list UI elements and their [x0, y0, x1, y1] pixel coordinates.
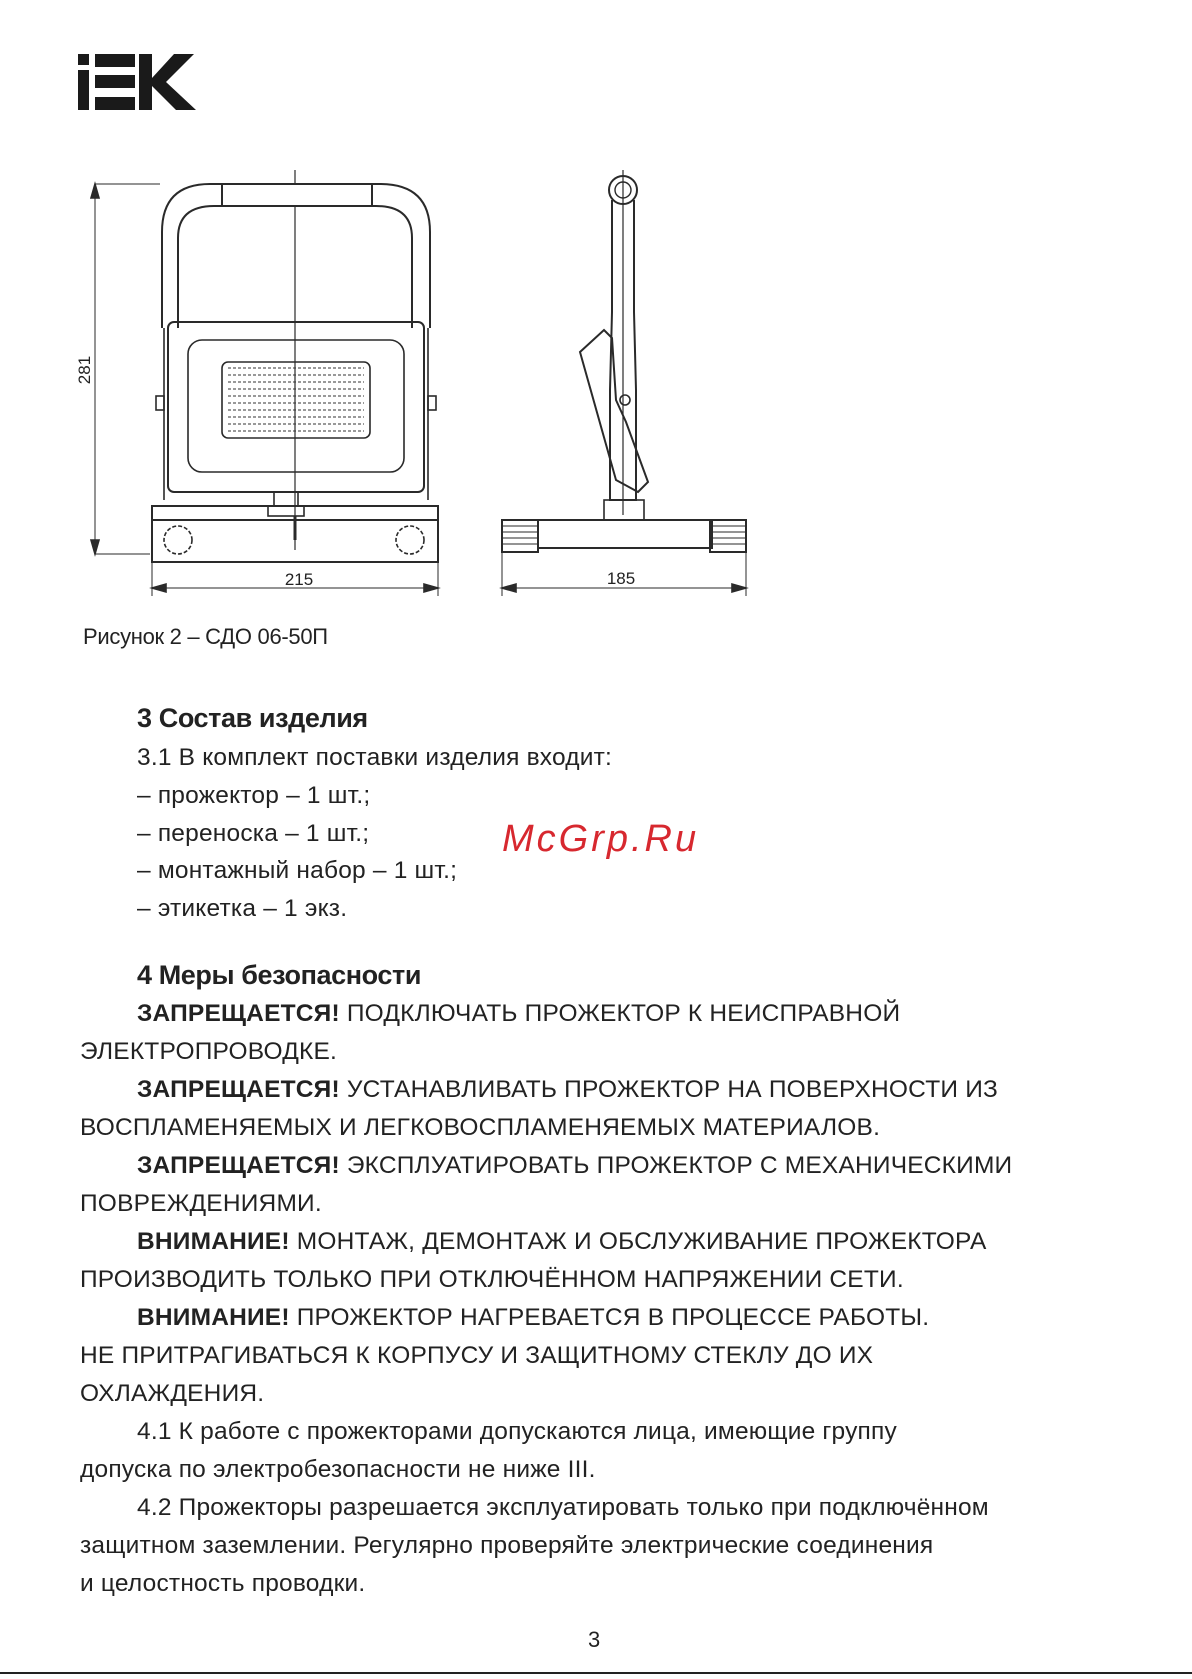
- dim-height-label: 281: [75, 355, 94, 385]
- dim-front-width-label: 215: [284, 570, 314, 589]
- warning-text: МОНТАЖ, ДЕМОНТАЖ И ОБСЛУЖИВАНИЕ ПРОЖЕКТОРА: [289, 1228, 987, 1255]
- warning-line: [137, 1000, 900, 1028]
- warning-text: ПОДКЛЮЧАТЬ ПРОЖЕКТОР К НЕИСПРАВНОЙ: [339, 1000, 901, 1027]
- paragraph-4-2: 4.2 Прожекторы разрешается эксплуатировать только при подключённом: [137, 1494, 989, 1521]
- watermark: McGrp.Ru: [502, 818, 700, 860]
- paragraph-4-2-cont: защитном заземлении. Регулярно проверяйте электрические соединения: [80, 1532, 934, 1559]
- section-3-intro: 3.1 В комплект поставки изделия входит:: [137, 744, 613, 771]
- warning-line: ВОСПЛАМЕНЯЕМЫХ И ЛЕГКОВОСПЛАМЕНЯЕМЫХ МАТЕРИАЛОВ.: [80, 1114, 881, 1141]
- warning-line: ПРОИЗВОДИТЬ ТОЛЬКО ПРИ ОТКЛЮЧЁННОМ НАПРЯЖЕНИИ СЕТИ.: [80, 1266, 904, 1293]
- warning-label: ЗАПРЕЩАЕТСЯ!: [137, 1152, 340, 1179]
- list-item: – этикетка – 1 экз.: [137, 895, 348, 922]
- iek-logo: [78, 54, 196, 110]
- section-3-title: 3 Состав изделия: [137, 703, 368, 733]
- warning-line: [137, 1304, 929, 1332]
- warning-line: [137, 1152, 1012, 1180]
- warning-line: ОХЛАЖДЕНИЯ.: [80, 1380, 265, 1407]
- dim-side-width-label: 185: [606, 569, 636, 588]
- warning-line: ЭЛЕКТРОПРОВОДКЕ.: [80, 1038, 338, 1065]
- warning-text: ЭКСПЛУАТИРОВАТЬ ПРОЖЕКТОР С МЕХАНИЧЕСКИМИ: [339, 1152, 1013, 1179]
- product-drawing: [0, 160, 1192, 610]
- paragraph-4-1-cont: допуска по электробезопасности не ниже III.: [80, 1456, 596, 1483]
- bottom-divider: [0, 1672, 1192, 1674]
- paragraph-4-2-cont: и целостность проводки.: [80, 1570, 366, 1597]
- warning-line: НЕ ПРИТРАГИВАТЬСЯ К КОРПУСУ И ЗАЩИТНОМУ СТЕКЛУ ДО ИХ: [80, 1342, 874, 1369]
- warning-text: УСТАНАВЛИВАТЬ ПРОЖЕКТОР НА ПОВЕРХНОСТИ ИЗ: [339, 1076, 999, 1103]
- section-4-title: 4 Меры безопасности: [137, 960, 422, 990]
- iek-logo-mark: [78, 54, 196, 110]
- page-number: 3: [588, 1627, 601, 1652]
- warning-line: [137, 1076, 998, 1104]
- warning-line: [137, 1228, 987, 1256]
- figure-caption: Рисунок 2 – СДО 06-50П: [83, 624, 328, 649]
- warning-line: ПОВРЕЖДЕНИЯМИ.: [80, 1190, 322, 1217]
- paragraph-4-1: 4.1 К работе с прожекторами допускаются лица, имеющие группу: [137, 1418, 897, 1445]
- warning-text: ПРОЖЕКТОР НАГРЕВАЕТСЯ В ПРОЦЕССЕ РАБОТЫ.: [289, 1304, 930, 1331]
- list-item: – переноска – 1 шт.;: [137, 820, 370, 847]
- warning-label: ЗАПРЕЩАЕТСЯ!: [137, 1076, 340, 1103]
- warning-label: ВНИМАНИЕ!: [137, 1228, 290, 1255]
- list-item: – прожектор – 1 шт.;: [137, 782, 371, 809]
- warning-label: ВНИМАНИЕ!: [137, 1304, 290, 1331]
- list-item: – монтажный набор – 1 шт.;: [137, 857, 458, 884]
- warning-label: ЗАПРЕЩАЕТСЯ!: [137, 1000, 340, 1027]
